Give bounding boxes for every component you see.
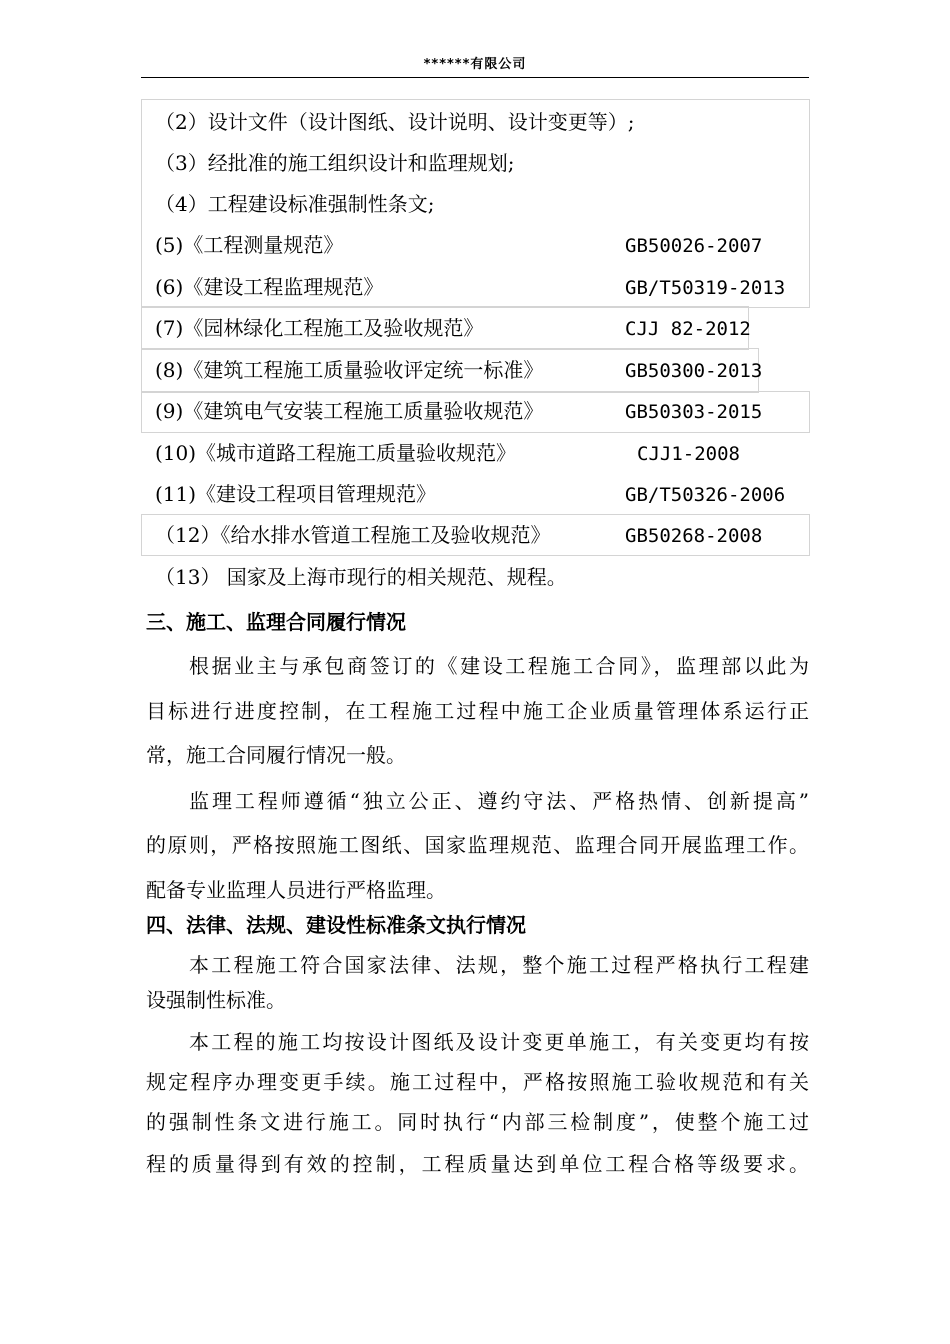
company-name: ******有限公司 [423, 57, 527, 72]
basis-item: (10)《城市道路工程施工质量验收规范》 [155, 441, 517, 465]
basis-code: GB/T50326-2006 [625, 484, 786, 506]
basis-item: (5)《工程测量规范》 [155, 233, 344, 257]
basis-item: (9)《建筑电气安装工程施工质量验收规范》 [155, 399, 544, 423]
paragraph-line: 配备专业监理人员进行严格监理。 [146, 878, 446, 902]
paragraph-line: 的原则，严格按照施工图纸、国家监理规范、监理合同开展监理工作。 [146, 833, 809, 857]
paragraph-line: 设强制性标准。 [146, 988, 286, 1012]
basis-code: GB50026-2007 [625, 235, 763, 257]
basis-item: （3）经批准的施工组织设计和监理规划; [155, 151, 515, 175]
section-heading: 四、法律、法规、建设性标准条文执行情况 [146, 913, 526, 937]
basis-item: （4）工程建设标准强制性条文; [155, 192, 435, 216]
basis-item: （12）《给水排水管道工程施工及验收规范》 [155, 523, 551, 547]
basis-item: (6)《建设工程监理规范》 [155, 275, 384, 299]
basis-item: （2）设计文件（设计图纸、设计说明、设计变更等）; [155, 110, 635, 134]
paragraph-line: 根据业主与承包商签订的《建设工程施工合同》，监理部以此为 [189, 654, 809, 678]
paragraph-line: 常，施工合同履行情况一般。 [146, 743, 406, 767]
basis-code: GB/T50319-2013 [625, 277, 786, 299]
basis-code: CJJ1-2008 [637, 443, 740, 465]
paragraph-line: 本工程施工符合国家法律、法规，整个施工过程严格执行工程建 [189, 953, 809, 977]
basis-item: （13） 国家及上海市现行的相关规范、规程。 [155, 565, 567, 589]
basis-code: GB50300-2013 [625, 360, 763, 382]
section-heading: 三、施工、监理合同履行情况 [146, 610, 406, 634]
basis-code: GB50268-2008 [625, 525, 763, 547]
paragraph-line: 的强制性条文进行施工。同时执行“内部三检制度”，使整个施工过 [146, 1110, 809, 1134]
basis-code: GB50303-2015 [625, 401, 763, 423]
basis-item: (11)《建设工程项目管理规范》 [155, 482, 437, 506]
basis-item: (7)《园林绿化工程施工及验收规范》 [155, 316, 484, 340]
paragraph-line: 规定程序办理变更手续。施工过程中，严格按照施工验收规范和有关 [146, 1070, 809, 1094]
paragraph-line: 目标进行进度控制，在工程施工过程中施工企业质量管理体系运行正 [146, 699, 809, 723]
basis-item: (8)《建筑工程施工质量验收评定统一标准》 [155, 358, 544, 382]
paragraph-line: 本工程的施工均按设计图纸及设计变更单施工，有关变更均有按 [189, 1030, 809, 1054]
paragraph-line: 监理工程师遵循“独立公正、遵约守法、严格热情、创新提高” [189, 789, 809, 813]
basis-code: CJJ 82-2012 [625, 318, 751, 340]
header-rule [141, 77, 809, 78]
paragraph-line: 程的质量得到有效的控制，工程质量达到单位工程合格等级要求。 [146, 1152, 809, 1176]
